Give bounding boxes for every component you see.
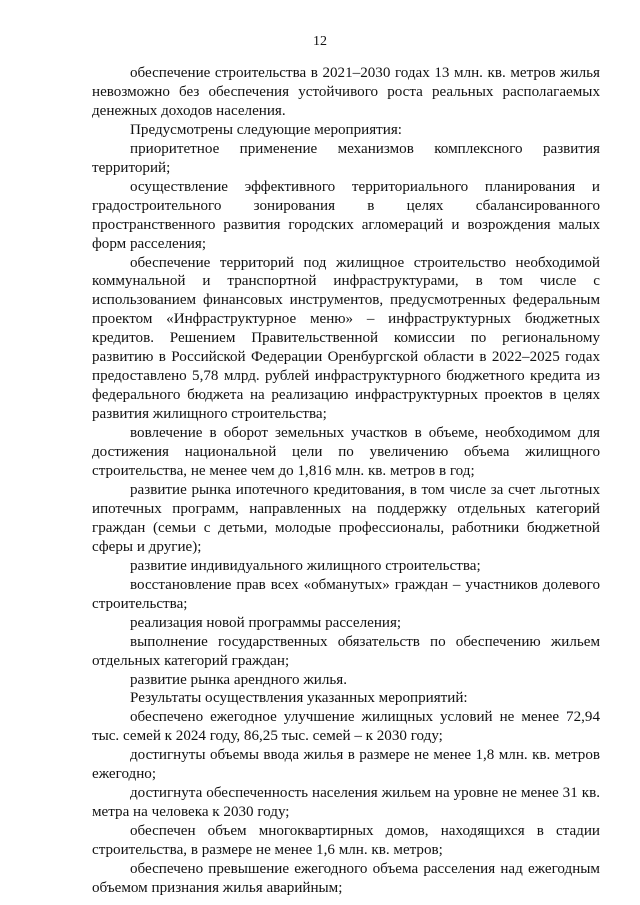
paragraph: выполнение государственных обязательств по обеспечению жильем отдельных категорий граждан; (92, 633, 600, 669)
paragraph: реализация новой программы расселения; (130, 614, 402, 631)
paragraph: обеспечено превышение ежегодного объема расселения над ежегодным объемом признания жилья аварийным; (92, 861, 600, 896)
paragraph: восстановление прав всех «обманутых» граждан – участников долевого строительства; (92, 576, 600, 612)
paragraph: Результаты осуществления указанных мероприятий: (130, 690, 468, 707)
paragraph: осуществление эффективного территориального планирования и градостроительного зонирования в целях сбалансированного пространственного развития городских агломераций и возрождения малых форм расселения; (92, 178, 600, 252)
paragraph: приоритетное применение механизмов комплексного развития территорий; (92, 140, 600, 176)
paragraph: обеспечение строительства в 2021–2030 годах 13 млн. кв. метров жилья невозможно без обеспечения устойчивого роста реальных располагаемых денежных доходов населения. (92, 65, 600, 119)
paragraph: обеспечено ежегодное улучшение жилищных условий не менее 72,94 тыс. семей к 2024 году, 86,25 тыс. семей – к 2030 году; (92, 709, 600, 745)
paragraph: Предусмотрены следующие мероприятия: (130, 121, 402, 138)
page-number: 12 (313, 34, 327, 49)
paragraph: обеспечен объем многоквартирных домов, находящихся в стадии строительства, в размере не менее 1,6 млн. кв. метров; (92, 823, 600, 859)
paragraph: достигнута обеспеченность населения жильем на уровне не менее 31 кв. метра на человека к 2030 году; (92, 785, 600, 821)
paragraph: достигнуты объемы ввода жилья в размере не менее 1,8 млн. кв. метров ежегодно; (92, 747, 600, 783)
paragraph: вовлечение в оборот земельных участков в объеме, необходимом для достижения национальной цели по увеличению объема жилищного строительства, не менее чем до 1,816 млн. кв. метров в год; (92, 425, 600, 480)
paragraph: обеспечение территорий под жилищное строительство необходимой коммунальной и транспортной инфраструктурами, в том числе с использованием финансовых инструментов, предусмотренных федеральным проектом «Инфраструктурное меню» – инфраструктурных бюджетных кредитов. Решением Правительственной комиссии по региональному развитию в Российской Федерации Оренбургской области в 2022–2025 годах предоставлено 5,78 млрд. рублей инфраструктурного бюджетного кредита из федерального бюджета на реализацию инфраструктурных проектов в целях развития жилищного строительства; (92, 254, 600, 423)
paragraph: развитие индивидуального жилищного строительства; (130, 557, 481, 574)
paragraph: развитие рынка ипотечного кредитования, в том числе за счет льготных ипотечных программ, направленных на поддержку отдельных категорий граждан (семьи с детьми, молодые профессионалы, работники бюджетной сферы и другие); (92, 481, 600, 555)
paragraph: развитие рынка арендного жилья. (130, 671, 348, 688)
body-text (92, 64, 600, 898)
